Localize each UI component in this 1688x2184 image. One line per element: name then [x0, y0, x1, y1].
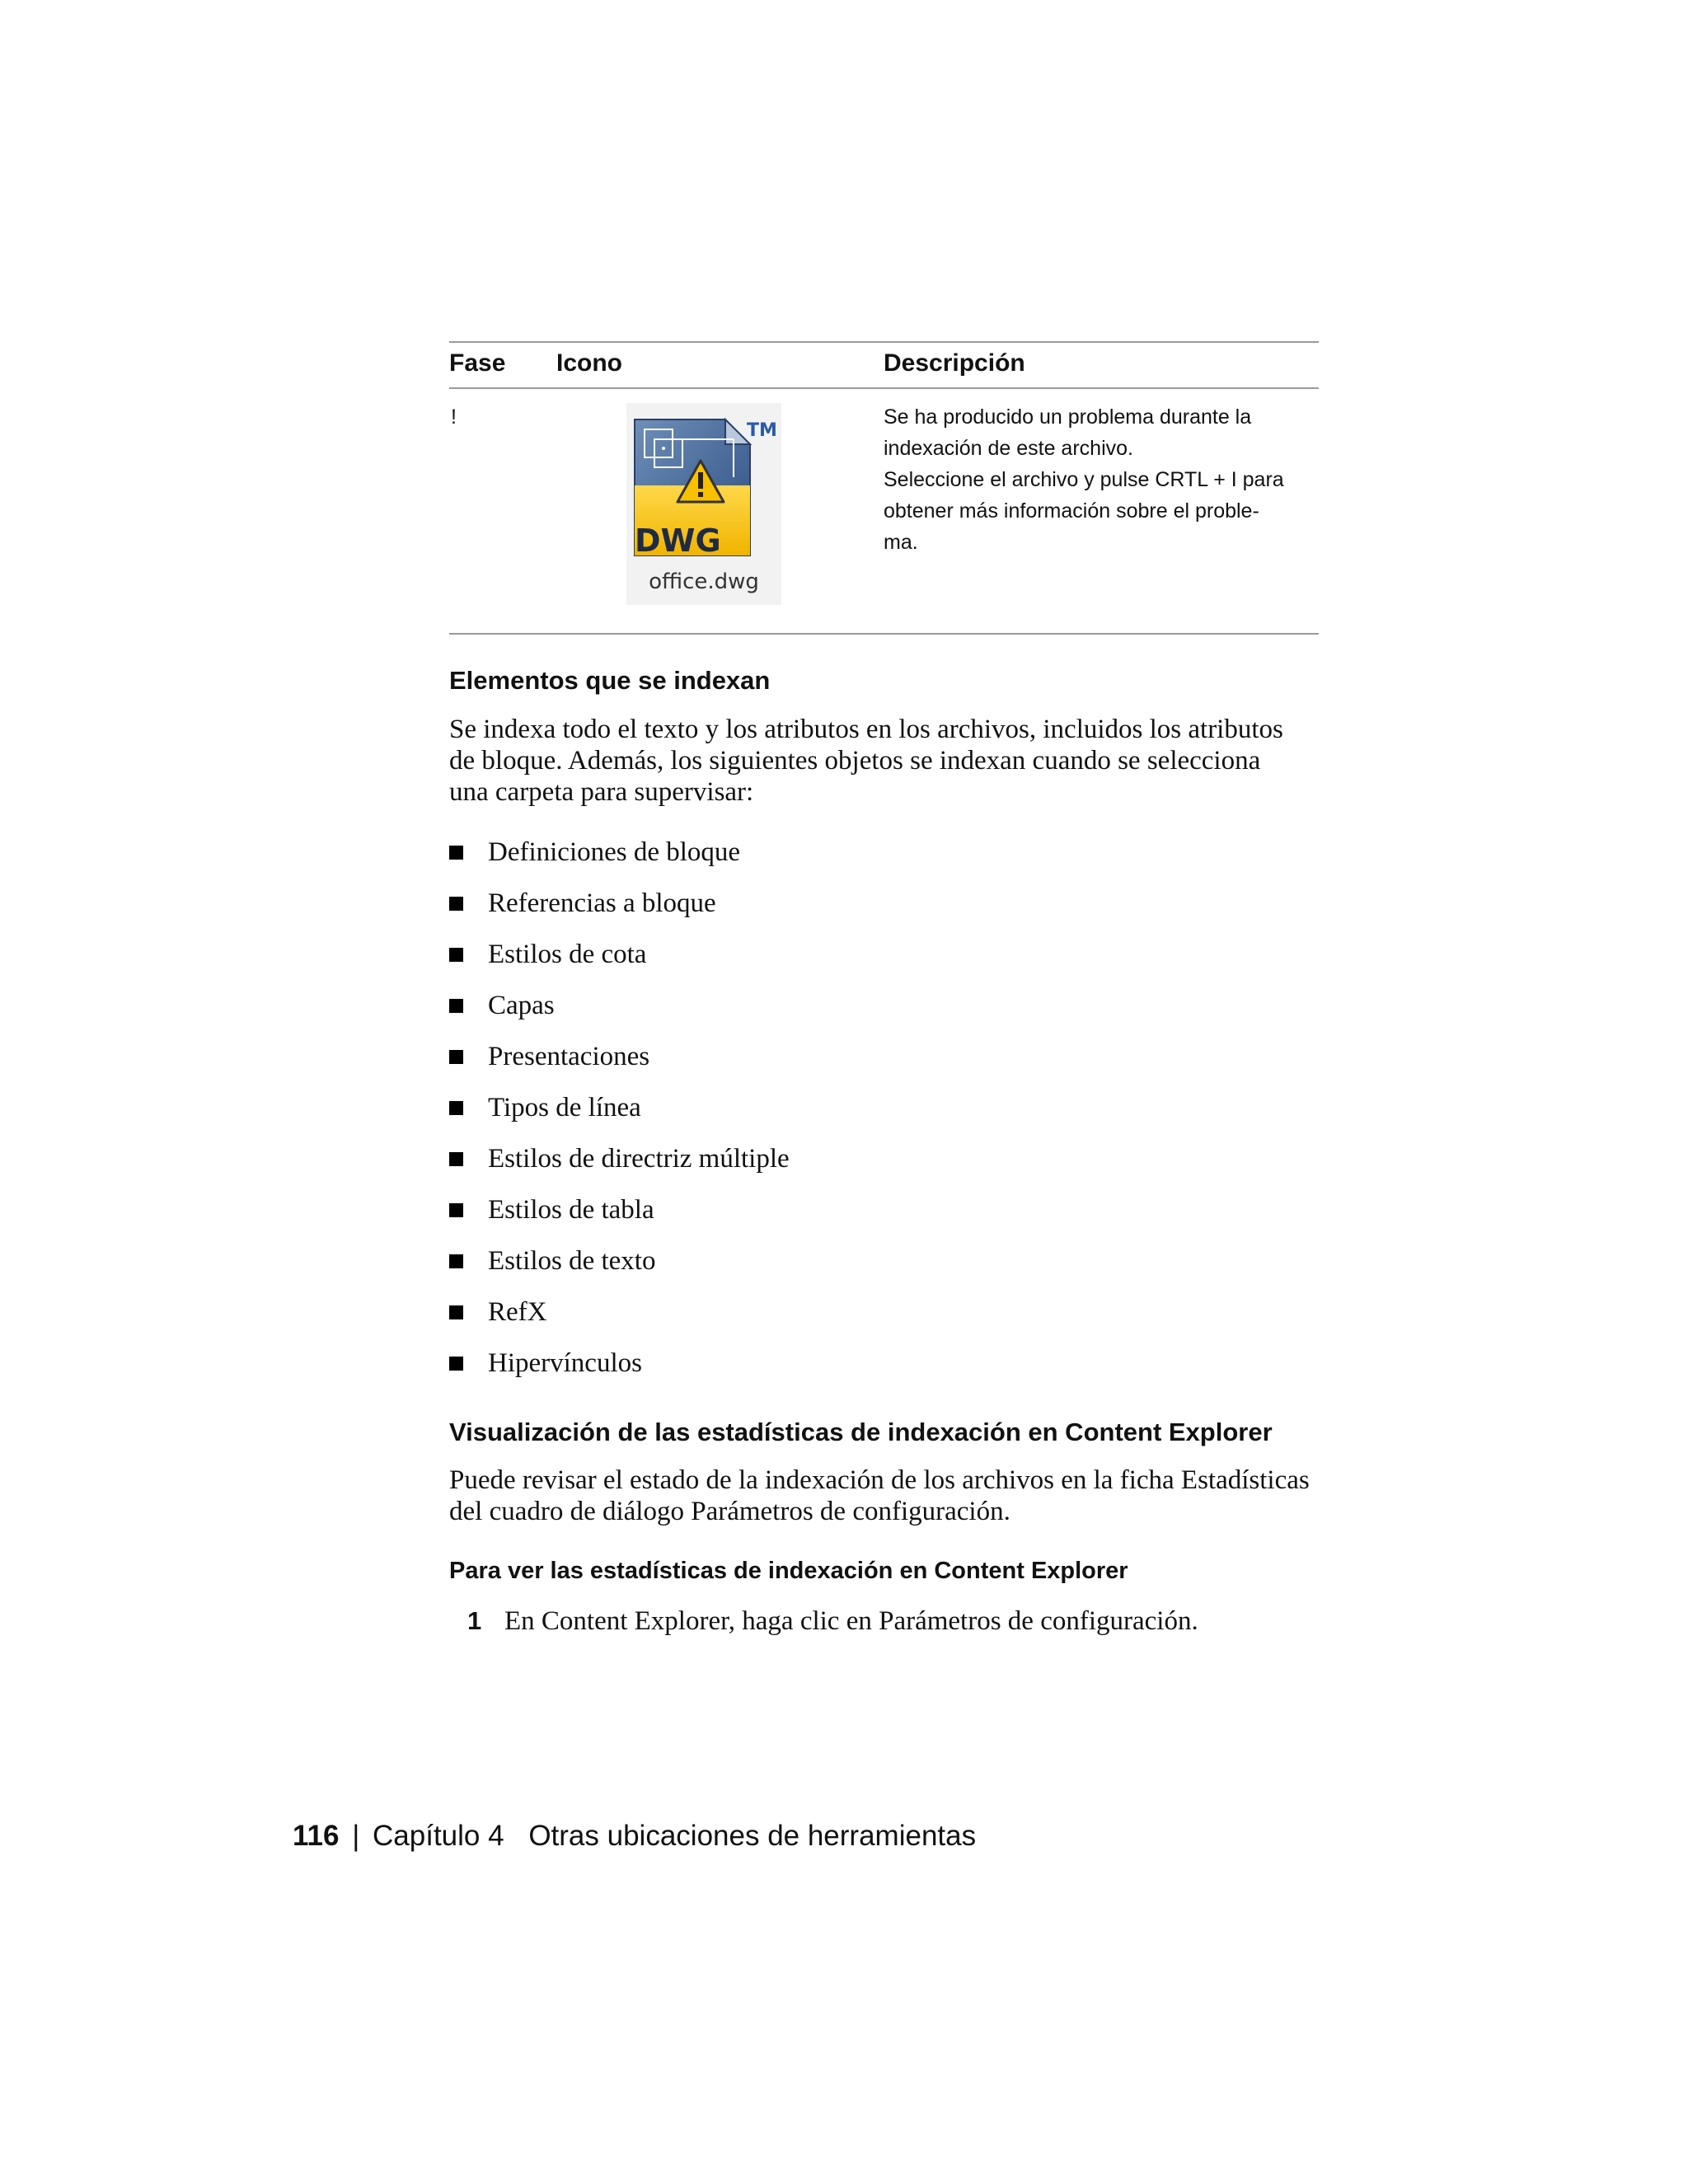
header-icono: Icono [556, 349, 622, 377]
table-bottom-rule [449, 633, 1319, 635]
dwg-file-icon-graphic [626, 403, 781, 605]
list-item [449, 1133, 790, 1184]
cell-descripcion [884, 401, 1284, 558]
list-item-label: Referencias a bloque [488, 888, 716, 918]
section-title-visualizacion: Visualización de las estadísticas de indexación en Content Explorer [449, 1418, 1273, 1446]
paragraph-line: una carpeta para supervisar: [449, 777, 754, 807]
list-item-label: Estilos de directriz múltiple [488, 1143, 790, 1174]
desc-line: ma. [884, 531, 918, 554]
desc-line: Seleccione el archivo y pulse CRTL + I para [884, 468, 1284, 491]
header-descripcion: Descripción [884, 349, 1025, 377]
paragraph-line: Se indexa todo el texto y los atributos en los archivos, incluidos los atributos [449, 715, 1283, 744]
section-title-elementos: Elementos que se indexan [449, 666, 771, 695]
footer-separator: | [352, 1820, 360, 1852]
desc-line: obtener más información sobre el proble- [884, 499, 1259, 523]
desc-line: Se ha producido un problema durante la [884, 405, 1252, 429]
list-item-label: Tipos de línea [488, 1092, 641, 1122]
list-item [449, 1082, 790, 1133]
paragraph-line: Puede revisar el estado de la indexación de los archivos en la ficha Estadísticas [449, 1465, 1310, 1495]
procedure-title: Para ver las estadísticas de indexación en Content Explorer [449, 1558, 1128, 1584]
list-item [449, 1031, 790, 1082]
bullet-square-icon [449, 1152, 463, 1166]
bullet-square-icon [449, 999, 463, 1013]
cell-fase: ! [451, 405, 457, 429]
bullet-square-icon [449, 1203, 463, 1217]
list-item [449, 1338, 790, 1389]
list-item-label: Estilos de texto [488, 1245, 656, 1276]
bullet-square-icon [449, 1305, 463, 1319]
dwg-label: DWG [635, 523, 721, 559]
list-item-label: Hipervínculos [488, 1347, 642, 1378]
section1-paragraph [449, 714, 1323, 808]
list-item-label: Definiciones de bloque [488, 837, 741, 867]
section2-paragraph [449, 1465, 1323, 1527]
table-header-rule [449, 387, 1319, 389]
paragraph-line: del cuadro de diálogo Parámetros de configuración. [449, 1497, 1010, 1526]
tm-label: TM [747, 420, 777, 441]
list-item [449, 878, 790, 929]
list-item-label: RefX [488, 1296, 547, 1327]
bullet-square-icon [449, 1050, 463, 1064]
list-item-label: Estilos de cota [488, 939, 647, 969]
icon-filename: office.dwg [649, 569, 759, 594]
header-fase: Fase [449, 349, 506, 377]
step-number: 1 [467, 1606, 482, 1635]
desc-line: indexación de este archivo. [884, 437, 1133, 460]
bullet-square-icon [449, 1357, 463, 1371]
page-footer [293, 1820, 976, 1853]
chapter-label: Capítulo 4 [373, 1820, 504, 1852]
list-item-label: Presentaciones [488, 1041, 650, 1071]
bullet-square-icon [449, 1101, 463, 1115]
list-item [449, 827, 790, 878]
bullet-square-icon [449, 1254, 463, 1268]
bullet-square-icon [449, 846, 463, 860]
list-item [449, 980, 790, 1031]
paragraph-line: de bloque. Además, los siguientes objetos se indexan cuando se selecciona [449, 746, 1261, 776]
step-text: En Content Explorer, haga clic en Parámetros de configuración. [504, 1606, 1198, 1636]
list-item [449, 1235, 790, 1286]
page-number: 116 [293, 1820, 340, 1852]
procedure-step [467, 1606, 1198, 1637]
dwg-file-warning-icon [626, 403, 781, 605]
list-item [449, 1184, 790, 1235]
list-item-label: Estilos de tabla [488, 1194, 654, 1225]
list-item [449, 929, 790, 980]
chapter-title: Otras ubicaciones de herramientas [528, 1820, 977, 1852]
bullet-square-icon [449, 948, 463, 962]
list-item-label: Capas [488, 990, 555, 1020]
indexed-items-list [449, 827, 790, 1389]
bullet-square-icon [449, 897, 463, 911]
list-item [449, 1286, 790, 1338]
table-top-rule [449, 341, 1319, 343]
